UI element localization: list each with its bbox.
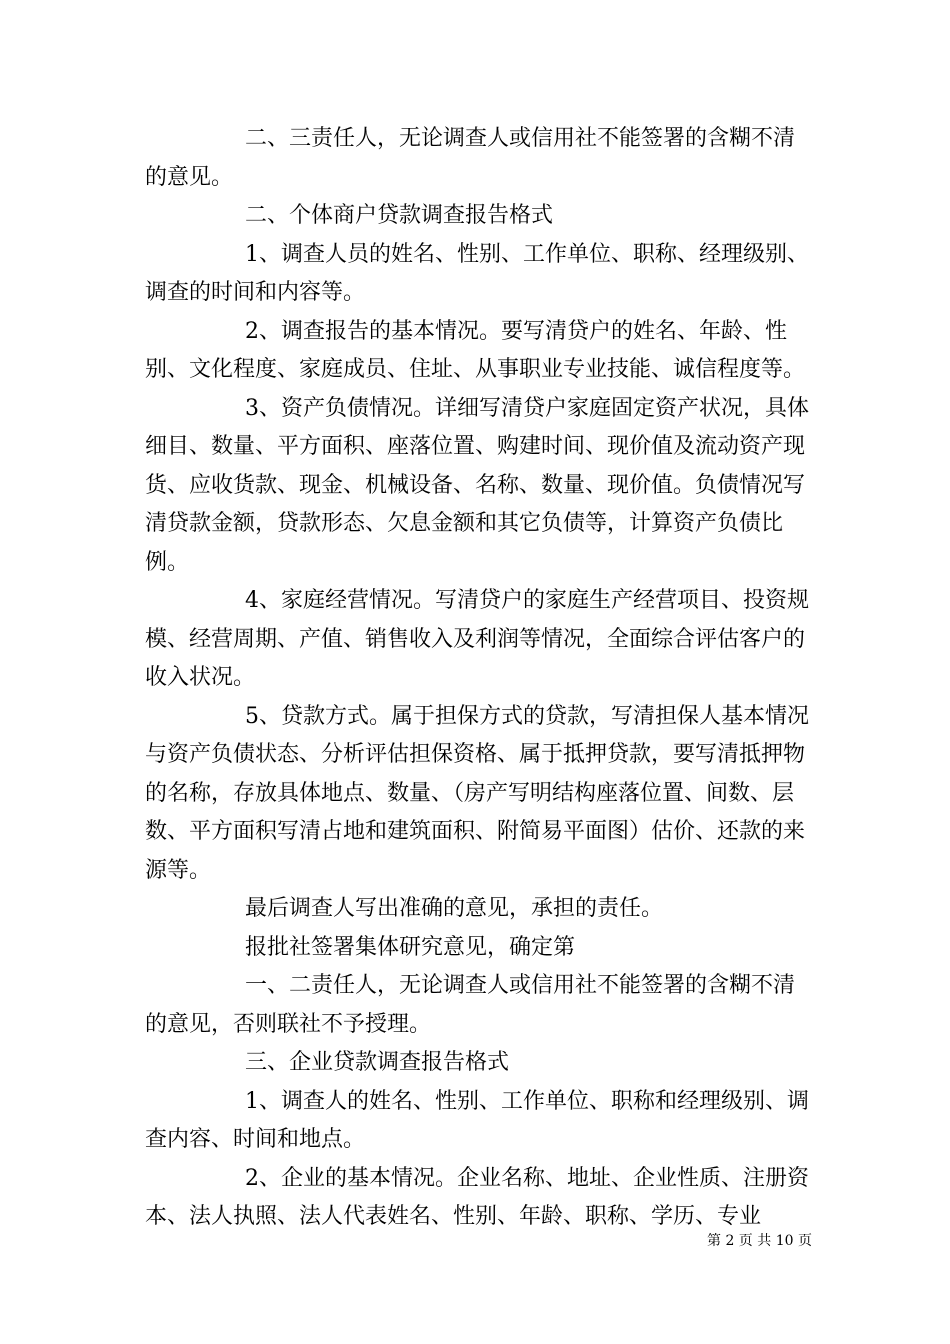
- paragraph-11: 三、企业贷款调查报告格式: [245, 1050, 510, 1075]
- paragraph-6: 4、家庭经营情况。写清贷户的家庭生产经营项目、投资规模、经营周期、产值、销售收入及利润等情况，全面综合评估客户的收入状况。: [145, 588, 809, 690]
- paragraph-3: 1、调查人员的姓名、性别、工作单位、职称、经理级别、调查的时间和内容等。: [145, 241, 809, 305]
- body-text: [145, 120, 810, 1237]
- page-number-footer: 第 2 页 共 10 页: [707, 1233, 812, 1249]
- paragraph-4: 2、调查报告的基本情况。要写清贷户的姓名、年龄、性别、文化程度、家庭成员、住址、从事职业专业技能、诚信程度等。: [145, 318, 806, 382]
- paragraph-8: 最后调查人写出准确的意见，承担的责任。: [245, 896, 664, 921]
- paragraph-7: 5、贷款方式。属于担保方式的贷款，写清担保人基本情况与资产负债状态、分析评估担保资格、属于抵押贷款，要写清抵押物的名称，存放具体地点、数量、（房产写明结构座落位置、间数、层数、平方面积写清占地和建筑面积、附简易平面图）估价、还款的来源等。: [145, 703, 809, 883]
- paragraph-9: 报批社签署集体研究意见，确定第: [245, 934, 576, 960]
- paragraph-2: 二、个体商户贷款调查报告格式: [245, 203, 554, 228]
- paragraph-1: 二、三责任人，无论调查人或信用社不能签署的含糊不清的意见。: [145, 126, 796, 190]
- paragraph-5: 3、资产负债情况。详细写清贷户家庭固定资产状况，具体细目、数量、平方面积、座落位置、购建时间、现价值及流动资产现货、应收货款、现金、机械设备、名称、数量、现价值。负债情况写清贷款金额，贷款形态、欠息金额和其它负债等，计算资产负债比例。: [145, 395, 809, 575]
- paragraph-10: 一、二责任人，无论调查人或信用社不能签署的含糊不清的意见，否则联社不予授理。: [145, 973, 796, 1037]
- paragraph-12: 1、调查人的姓名、性别、工作单位、职称和经理级别、调查内容、时间和地点。: [145, 1088, 809, 1152]
- paragraph-13: 2、企业的基本情况。企业名称、地址、企业性质、注册资本、法人执照、法人代表姓名、性别、年龄、职称、学历、专业: [145, 1165, 809, 1229]
